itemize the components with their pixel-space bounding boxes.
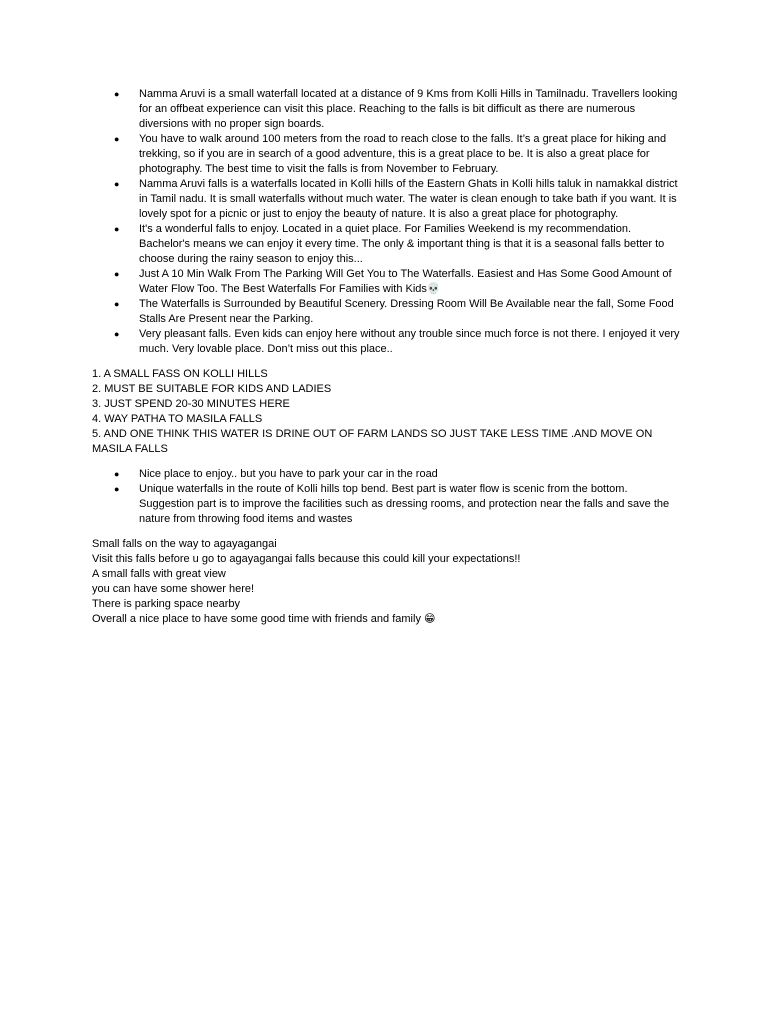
numbered-list: [92, 367, 682, 457]
text-line: Visit this falls before u go to agayagangai falls because this could kill your expectations!!: [92, 553, 521, 565]
list-item: [92, 297, 682, 327]
list-item-text: Namma Aruvi falls is a waterfalls located in Kolli hills of the Eastern Ghats in Kolli hills taluk in namakkal district in Tamil nadu. It is small waterfalls without much water. The water is clean enough to take bath if you want. It is lovely spot for a picnic or just to enjoy the beauty of nature. It is also a great place for photography.: [139, 178, 678, 220]
review-bullet-list-2: [92, 467, 682, 527]
bullet-icon: ●: [114, 224, 120, 234]
bullet-icon: ●: [114, 89, 120, 99]
numbered-item: 1. A SMALL FASS ON KOLLI HILLS: [92, 368, 268, 380]
document-body: [92, 87, 682, 627]
list-item: [92, 222, 682, 267]
text-line: A small falls with great view: [92, 568, 226, 580]
list-item-text: It's a wonderful falls to enjoy. Located in a quiet place. For Families Weekend is my recommendation. Bachelor's means we can enjoy it every time. The only & important thing is that it is a seasonal falls better to choose during the rainy season to enjoy this...: [139, 223, 665, 265]
list-item-text: Nice place to enjoy.. but you have to park your car in the road: [139, 468, 438, 480]
text-line: Overall a nice place to have some good time with friends and family 😁: [92, 613, 436, 625]
bullet-icon: ●: [114, 299, 120, 309]
numbered-item: 2. MUST BE SUITABLE FOR KIDS AND LADIES: [92, 383, 332, 395]
bullet-icon: ●: [114, 484, 120, 494]
list-item-text: Very pleasant falls. Even kids can enjoy here without any trouble since much force is not there. I enjoyed it very much. Very lovable place. Don’t miss out this place..: [139, 328, 680, 355]
list-item: [92, 177, 682, 222]
list-item: [92, 467, 682, 482]
review-bullet-list-1: [92, 87, 682, 357]
list-item-text: Just A 10 Min Walk From The Parking Will Get You to The Waterfalls. Easiest and Has Some Good Amount of Water Flow Too. The Best Waterfalls For Families with Kids💀: [139, 268, 672, 295]
list-item-text: Namma Aruvi is a small waterfall located at a distance of 9 Kms from Kolli Hills in Tamilnadu. Travellers looking for an offbeat experience can visit this place. Reaching to the falls is bit difficult as there are numerous diversions with no proper sign boards.: [139, 88, 678, 130]
text-line: you can have some shower here!: [92, 583, 255, 595]
numbered-item: 4. WAY PATHA TO MASILA FALLS: [92, 413, 263, 425]
bullet-icon: ●: [114, 469, 120, 479]
list-item: [92, 132, 682, 177]
numbered-item: 5. AND ONE THINK THIS WATER IS DRINE OUT OF FARM LANDS SO JUST TAKE LESS TIME .AND MOVE ON MASILA FALLS: [92, 428, 653, 455]
list-item: [92, 327, 682, 357]
text-line: There is parking space nearby: [92, 598, 240, 610]
list-item-text: You have to walk around 100 meters from the road to reach close to the falls. It’s a great place for hiking and trekking, so if you are in search of a good adventure, this is a great place to be. It is also a great place for photography. The best time to visit the falls is from November to February.: [139, 133, 667, 175]
numbered-item: 3. JUST SPEND 20-30 MINUTES HERE: [92, 398, 290, 410]
list-item-text: The Waterfalls is Surrounded by Beautiful Scenery. Dressing Room Will Be Available near the fall, Some Food Stalls Are Present near the Parking.: [139, 298, 674, 325]
list-item-text: Unique waterfalls in the route of Kolli hills top bend. Best part is water flow is scenic from the bottom. Suggestion part is to improve the facilities such as dressing rooms, and protection near the falls and save the nature from throwing food items and wastes: [139, 483, 670, 525]
list-item: [92, 267, 682, 297]
list-item: [92, 87, 682, 132]
bullet-icon: ●: [114, 269, 120, 279]
list-item: [92, 482, 682, 527]
text-line: Small falls on the way to agayagangai: [92, 538, 277, 550]
bullet-icon: ●: [114, 179, 120, 189]
closing-review: [92, 537, 682, 627]
bullet-icon: ●: [114, 134, 120, 144]
bullet-icon: ●: [114, 329, 120, 339]
